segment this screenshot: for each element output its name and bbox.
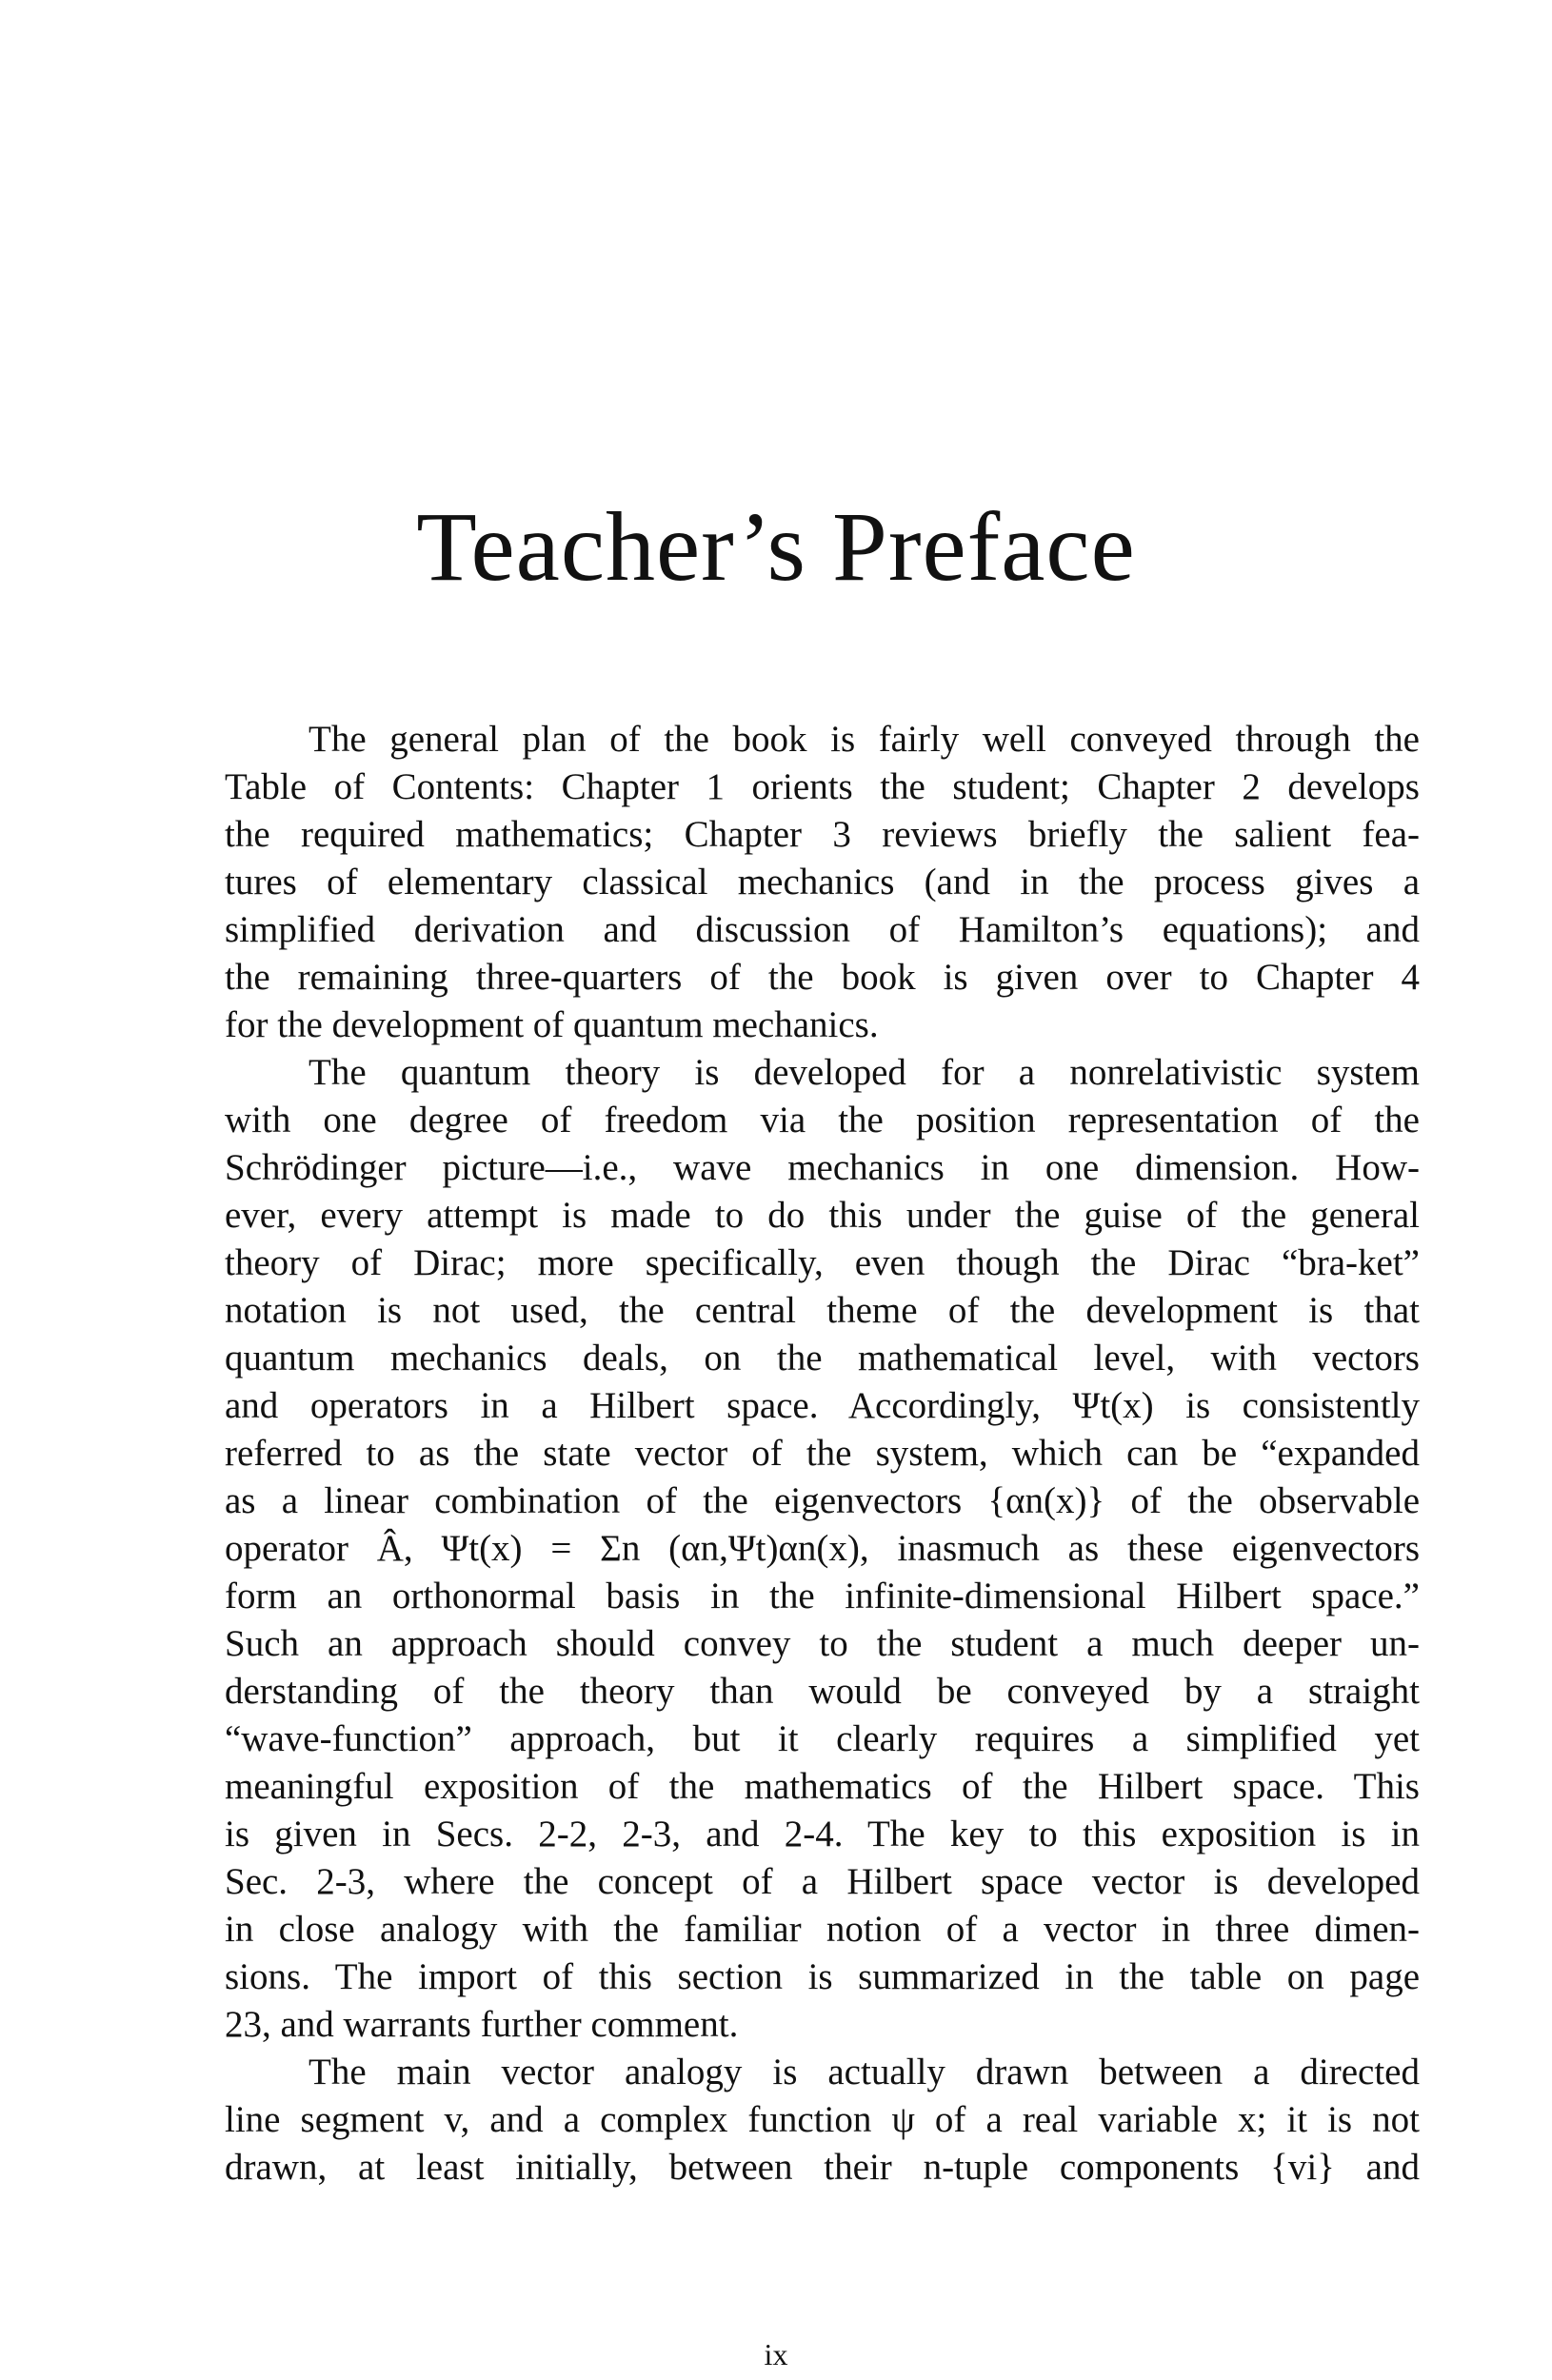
text-line: the required mathematics; Chapter 3 reviews briefly the salient fea- (225, 814, 1420, 855)
text-line: operator Â, Ψt(x) = Σn (αn,Ψt)αn(x), inasmuch as these eigenvectors (225, 1528, 1420, 1569)
text-line-content: The general plan of the book is fairly well conveyed through the (308, 719, 1420, 760)
text-line: Table of Contents: Chapter 1 orients the student; Chapter 2 develops (225, 766, 1420, 807)
text-line: “wave-function” approach, but it clearly requires a simplified yet (225, 1718, 1420, 1759)
text-line: is given in Secs. 2-2, 2-3, and 2-4. The key to this exposition is in (225, 1814, 1420, 1854)
text-line: meaningful exposition of the mathematics of the Hilbert space. This (225, 1766, 1420, 1807)
body-text (225, 716, 1420, 2192)
text-line: in close analogy with the familiar notion of a vector in three dimen- (225, 1909, 1420, 1950)
text-line: with one degree of freedom via the position representation of the (225, 1100, 1420, 1140)
text-line: drawn, at least initially, between their n-tuple components {vi} and (225, 2147, 1420, 2188)
text-line: referred to as the state vector of the system, which can be “expanded (225, 1433, 1420, 1474)
text-line: Schrödinger picture—i.e., wave mechanics in one dimension. How- (225, 1147, 1420, 1188)
text-line: simplified derivation and discussion of Hamilton’s equations); and (225, 909, 1420, 950)
text-line: derstanding of the theory than would be conveyed by a straight (225, 1671, 1420, 1712)
text-line: 23, and warrants further comment. (225, 2004, 739, 2045)
page-number: ix (764, 2337, 788, 2371)
text-line: form an orthonormal basis in the infinite-dimensional Hilbert space.” (225, 1576, 1420, 1616)
text-line: quantum mechanics deals, on the mathematical level, with vectors (225, 1338, 1420, 1378)
text-line: sions. The import of this section is summarized in the table on page (225, 1956, 1420, 1997)
paragraph-2 (225, 1049, 1420, 2049)
paragraph-1 (225, 716, 1420, 1049)
text-line: Such an approach should convey to the student a much deeper un- (225, 1623, 1420, 1664)
text-line: The quantum theory is developed for a nonrelativistic system (308, 1052, 1420, 1093)
text-line: Sec. 2-3, where the concept of a Hilbert space vector is developed (225, 1861, 1420, 1902)
text-line: line segment v, and a complex function ψ of a real variable x; it is not (225, 2099, 1420, 2140)
text-line: tures of elementary classical mechanics (and in the process gives a (225, 862, 1420, 902)
text-line: the remaining three-quarters of the book is given over to Chapter 4 (225, 957, 1420, 998)
text-line: for the development of quantum mechanics. (225, 1004, 879, 1045)
text-line: and operators in a Hilbert space. Accordingly, Ψt(x) is consistently (225, 1385, 1420, 1426)
paragraph-3 (225, 2049, 1420, 2192)
text-line (225, 716, 1420, 764)
text-line: ever, every attempt is made to do this under the guise of the general (225, 1195, 1420, 1236)
text-line: theory of Dirac; more specifically, even though the Dirac “bra-ket” (225, 1242, 1420, 1283)
page-title: Teacher’s Preface (416, 492, 1136, 602)
text-line: as a linear combination of the eigenvectors {αn(x)} of the observable (225, 1480, 1420, 1521)
text-line: notation is not used, the central theme of the development is that (225, 1290, 1420, 1331)
text-line: The main vector analogy is actually drawn between a directed (308, 2052, 1420, 2092)
